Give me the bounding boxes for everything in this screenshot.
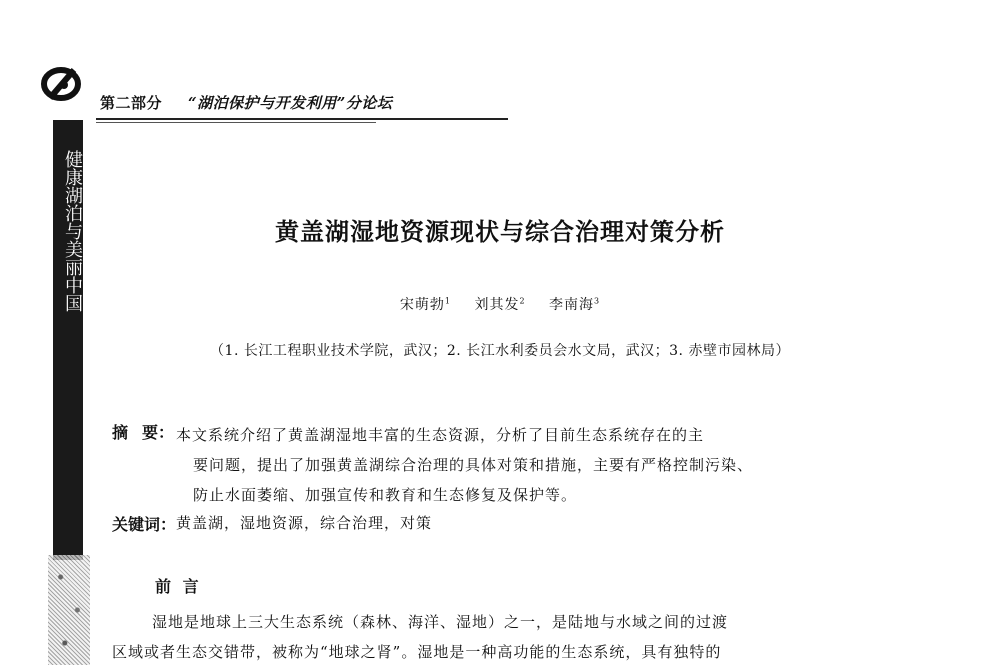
- body-paragraph: [112, 607, 892, 667]
- abstract-line: 防止水面萎缩、加强宣传和教育和生态修复及保护等。: [193, 486, 578, 504]
- scan-artifact: [48, 555, 90, 665]
- side-banner-text: 健康湖泊与美丽中国: [62, 150, 83, 312]
- keywords-text: 黄盖湖，湿地资源，综合治理，对策: [176, 514, 433, 532]
- abstract-line: 本文系统介绍了黄盖湖湿地丰富的生态资源，分析了目前生态系统存在的主: [176, 426, 705, 444]
- author-list: [0, 294, 1000, 314]
- header-rule: [96, 118, 508, 120]
- author-affiliation-mark: 3: [594, 296, 601, 306]
- author-name: 刘其发: [474, 297, 520, 313]
- forum-topic: “湖泊保护与开发利用”分论坛: [188, 94, 393, 112]
- keywords-label: 关键词：: [112, 515, 177, 534]
- body-line: 湿地是地球上三大生态系统（森林、海洋、湿地）之一，是陆地与水域之间的过渡: [152, 613, 729, 631]
- journal-logo-icon: [40, 62, 86, 108]
- body-line: 区域或者生态交错带，被称为“地球之肾”。湿地是一种高功能的生态系统，具有独特的: [112, 643, 722, 661]
- author-affiliation-mark: 1: [444, 296, 451, 306]
- author-name: 李南海: [549, 297, 594, 313]
- paper-title: 黄盖湖湿地资源现状与综合治理对策分析: [275, 218, 725, 246]
- section-heading: 前 言: [155, 577, 202, 596]
- abstract-text: [176, 420, 886, 510]
- author-name: 宋萌勃: [399, 297, 445, 313]
- running-header: [100, 92, 392, 113]
- abstract-line: 要问题，提出了加强黄盖湖综合治理的具体对策和措施，主要有严格控制污染、: [193, 456, 754, 474]
- section-label: 第二部分: [100, 94, 163, 112]
- affiliations: （1. 长江工程职业技术学院，武汉；2. 长江水利委员会水文局，武汉；3. 赤壁市园林局）: [210, 343, 790, 359]
- author-affiliation-mark: 2: [519, 296, 526, 306]
- abstract-label: 摘 要：: [112, 423, 175, 442]
- header-rule-secondary: [96, 122, 376, 123]
